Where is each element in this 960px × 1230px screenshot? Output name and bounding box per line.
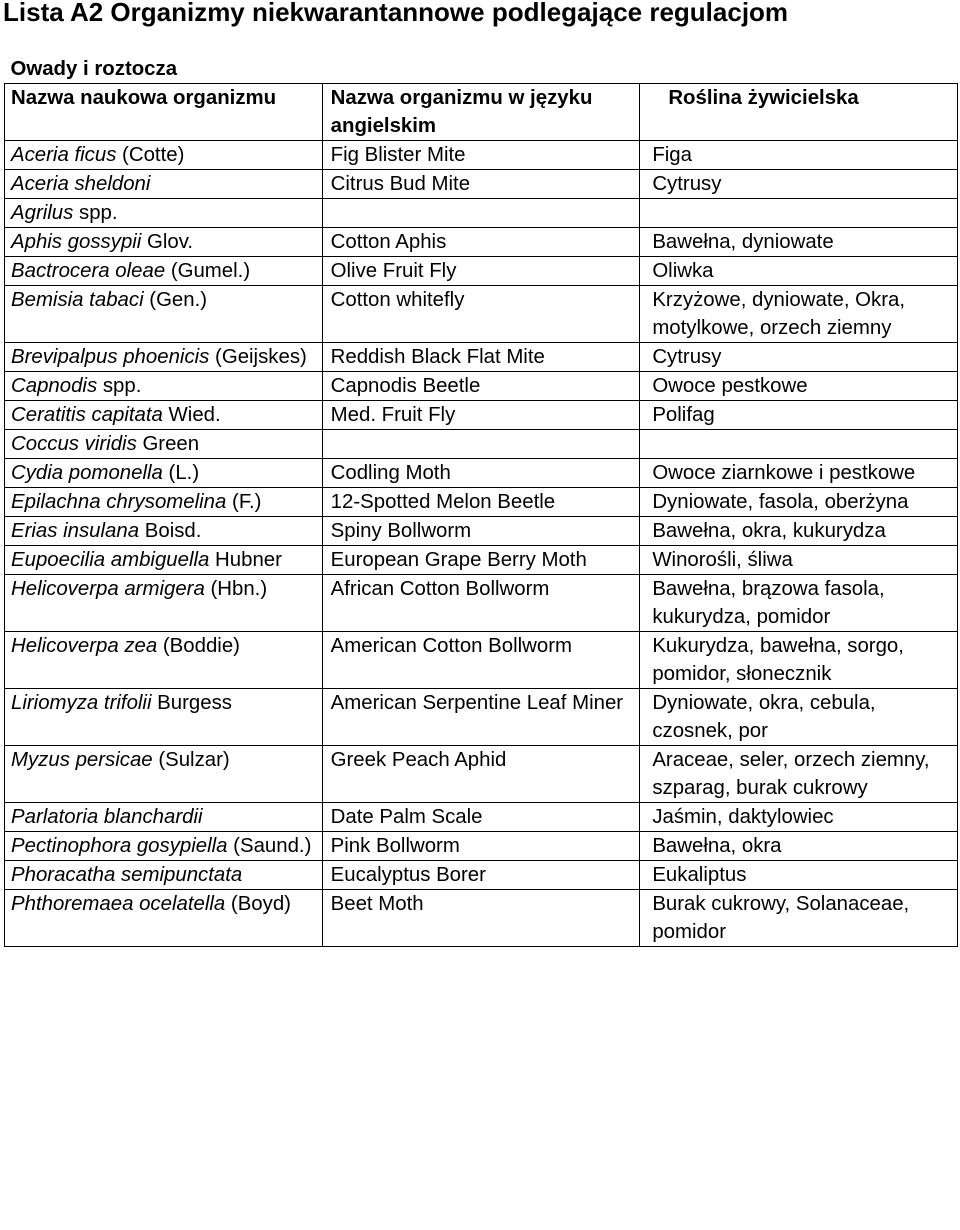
author-citation: spp. — [97, 375, 142, 397]
english-name-cell — [322, 199, 640, 228]
scientific-name-cell — [5, 832, 323, 861]
english-name-cell: European Grape Berry Moth — [322, 546, 640, 575]
column-header-row — [5, 84, 958, 141]
author-citation: Wied. — [162, 404, 221, 426]
scientific-name-cell — [5, 746, 323, 803]
table-row — [5, 199, 958, 228]
genus-species: Bemisia tabaci — [11, 289, 144, 311]
genus-species: Ceratitis capitata — [11, 404, 163, 426]
table-row — [5, 832, 958, 861]
genus-species: Liriomyza trifolii — [11, 692, 152, 714]
genus-species: Aceria ficus — [11, 144, 117, 166]
scientific-name-cell — [5, 632, 323, 689]
author-citation: (Sulzar) — [152, 749, 230, 771]
scientific-name-cell — [5, 459, 323, 488]
genus-species: Aphis gossypii — [11, 231, 142, 253]
genus-species: Helicoverpa zea — [11, 635, 158, 657]
table-row — [5, 430, 958, 459]
host-plant-cell — [640, 199, 958, 228]
host-plant-cell: Winorośli, śliwa — [640, 546, 958, 575]
author-citation: (Cotte) — [116, 144, 185, 166]
header-host-plant: Roślina żywicielska — [640, 84, 958, 141]
table-row — [5, 803, 958, 832]
english-name-cell — [322, 430, 640, 459]
english-name-cell: Pink Bollworm — [322, 832, 640, 861]
scientific-name-cell — [5, 401, 323, 430]
scientific-name-cell — [5, 488, 323, 517]
table-row — [5, 141, 958, 170]
table-row — [5, 632, 958, 689]
table-row — [5, 861, 958, 890]
host-plant-cell: Dyniowate, okra, cebula, czosnek, por — [640, 689, 958, 746]
genus-species: Agrilus — [11, 202, 74, 224]
author-citation: (Gumel.) — [165, 260, 251, 282]
scientific-name-cell — [5, 689, 323, 746]
genus-species: Coccus viridis — [11, 433, 137, 455]
scientific-name-cell — [5, 890, 323, 947]
english-name-cell: American Serpentine Leaf Miner — [322, 689, 640, 746]
english-name-cell: African Cotton Bollworm — [322, 575, 640, 632]
table-row — [5, 488, 958, 517]
scientific-name-cell — [5, 343, 323, 372]
genus-species: Epilachna chrysomelina — [11, 491, 227, 513]
host-plant-cell: Burak cukrowy, Solanaceae, pomidor — [640, 890, 958, 947]
author-citation: Green — [136, 433, 200, 455]
scientific-name-cell — [5, 430, 323, 459]
genus-species: Myzus persicae — [11, 749, 153, 771]
genus-species: Helicoverpa armigera — [11, 578, 205, 600]
table-row — [5, 746, 958, 803]
english-name-cell: 12-Spotted Melon Beetle — [322, 488, 640, 517]
host-plant-cell: Bawełna, okra — [640, 832, 958, 861]
author-citation: (F.) — [226, 491, 262, 513]
author-citation: (Geijskes) — [209, 346, 307, 368]
author-citation: Glov. — [141, 231, 194, 253]
genus-species: Phoracatha semipunctata — [11, 864, 243, 886]
table-row — [5, 546, 958, 575]
table-row — [5, 170, 958, 199]
host-plant-cell: Bawełna, dyniowate — [640, 228, 958, 257]
table-row — [5, 257, 958, 286]
host-plant-cell: Owoce ziarnkowe i pestkowe — [640, 459, 958, 488]
english-name-cell: Med. Fruit Fly — [322, 401, 640, 430]
author-citation: (Boddie) — [157, 635, 240, 657]
author-citation: spp. — [73, 202, 118, 224]
genus-species: Erias insulana — [11, 520, 140, 542]
author-citation: Boisd. — [139, 520, 202, 542]
table-row — [5, 343, 958, 372]
host-plant-cell: Polifag — [640, 401, 958, 430]
section-header-row — [5, 55, 958, 84]
scientific-name-cell — [5, 257, 323, 286]
scientific-name-cell — [5, 286, 323, 343]
english-name-cell: Citrus Bud Mite — [322, 170, 640, 199]
host-plant-cell: Cytrusy — [640, 343, 958, 372]
english-name-cell: Reddish Black Flat Mite — [322, 343, 640, 372]
header-scientific-name: Nazwa naukowa organizmu — [5, 84, 323, 141]
scientific-name-cell — [5, 803, 323, 832]
genus-species: Aceria sheldoni — [11, 173, 151, 195]
host-plant-cell — [640, 430, 958, 459]
genus-species: Eupoecilia ambiguella — [11, 549, 210, 571]
table-row — [5, 401, 958, 430]
host-plant-cell: Jaśmin, daktylowiec — [640, 803, 958, 832]
host-plant-cell: Figa — [640, 141, 958, 170]
host-plant-cell: Krzyżowe, dyniowate, Okra, motylkowe, orzech ziemny — [640, 286, 958, 343]
english-name-cell: Capnodis Beetle — [322, 372, 640, 401]
genus-species: Parlatoria blanchardii — [11, 806, 203, 828]
english-name-cell: Codling Moth — [322, 459, 640, 488]
table-row — [5, 228, 958, 257]
genus-species: Pectinophora gosypiella — [11, 835, 228, 857]
genus-species: Capnodis — [11, 375, 98, 397]
scientific-name-cell — [5, 575, 323, 632]
english-name-cell: Cotton Aphis — [322, 228, 640, 257]
scientific-name-cell — [5, 861, 323, 890]
author-citation: Hubner — [209, 549, 282, 571]
author-citation: (Hbn.) — [204, 578, 268, 600]
english-name-cell: Beet Moth — [322, 890, 640, 947]
scientific-name-cell — [5, 199, 323, 228]
host-plant-cell: Araceae, seler, orzech ziemny, szparag, burak cukrowy — [640, 746, 958, 803]
scientific-name-cell — [5, 517, 323, 546]
host-plant-cell: Owoce pestkowe — [640, 372, 958, 401]
english-name-cell: Fig Blister Mite — [322, 141, 640, 170]
scientific-name-cell — [5, 546, 323, 575]
table-row — [5, 459, 958, 488]
english-name-cell: Cotton whitefly — [322, 286, 640, 343]
english-name-cell: Greek Peach Aphid — [322, 746, 640, 803]
genus-species: Phthoremaea ocelatella — [11, 893, 226, 915]
english-name-cell: Spiny Bollworm — [322, 517, 640, 546]
scientific-name-cell — [5, 228, 323, 257]
table-row — [5, 372, 958, 401]
scientific-name-cell — [5, 372, 323, 401]
genus-species: Cydia pomonella — [11, 462, 163, 484]
author-citation: (Saund.) — [227, 835, 312, 857]
english-name-cell: Eucalyptus Borer — [322, 861, 640, 890]
section-title: Owady i roztocza — [5, 55, 958, 84]
organism-table — [4, 55, 958, 947]
author-citation: (Boyd) — [225, 893, 291, 915]
table-row — [5, 890, 958, 947]
author-citation: Burgess — [151, 692, 232, 714]
english-name-cell: Olive Fruit Fly — [322, 257, 640, 286]
host-plant-cell: Cytrusy — [640, 170, 958, 199]
page-title: Lista A2 Organizmy niekwarantannowe podlegające regulacjom — [3, 0, 789, 27]
host-plant-cell: Kukurydza, bawełna, sorgo, pomidor, słonecznik — [640, 632, 958, 689]
author-citation: (L.) — [162, 462, 200, 484]
host-plant-cell: Bawełna, okra, kukurydza — [640, 517, 958, 546]
host-plant-cell: Eukaliptus — [640, 861, 958, 890]
host-plant-cell: Bawełna, brązowa fasola, kukurydza, pomidor — [640, 575, 958, 632]
header-english-name: Nazwa organizmu w języku angielskim — [322, 84, 640, 141]
english-name-cell: Date Palm Scale — [322, 803, 640, 832]
table-row — [5, 286, 958, 343]
table-row — [5, 575, 958, 632]
genus-species: Brevipalpus phoenicis — [11, 346, 210, 368]
author-citation: (Gen.) — [143, 289, 208, 311]
english-name-cell: American Cotton Bollworm — [322, 632, 640, 689]
table-row — [5, 689, 958, 746]
host-plant-cell: Dyniowate, fasola, oberżyna — [640, 488, 958, 517]
host-plant-cell: Oliwka — [640, 257, 958, 286]
scientific-name-cell — [5, 170, 323, 199]
scientific-name-cell — [5, 141, 323, 170]
table-row — [5, 517, 958, 546]
genus-species: Bactrocera oleae — [11, 260, 166, 282]
